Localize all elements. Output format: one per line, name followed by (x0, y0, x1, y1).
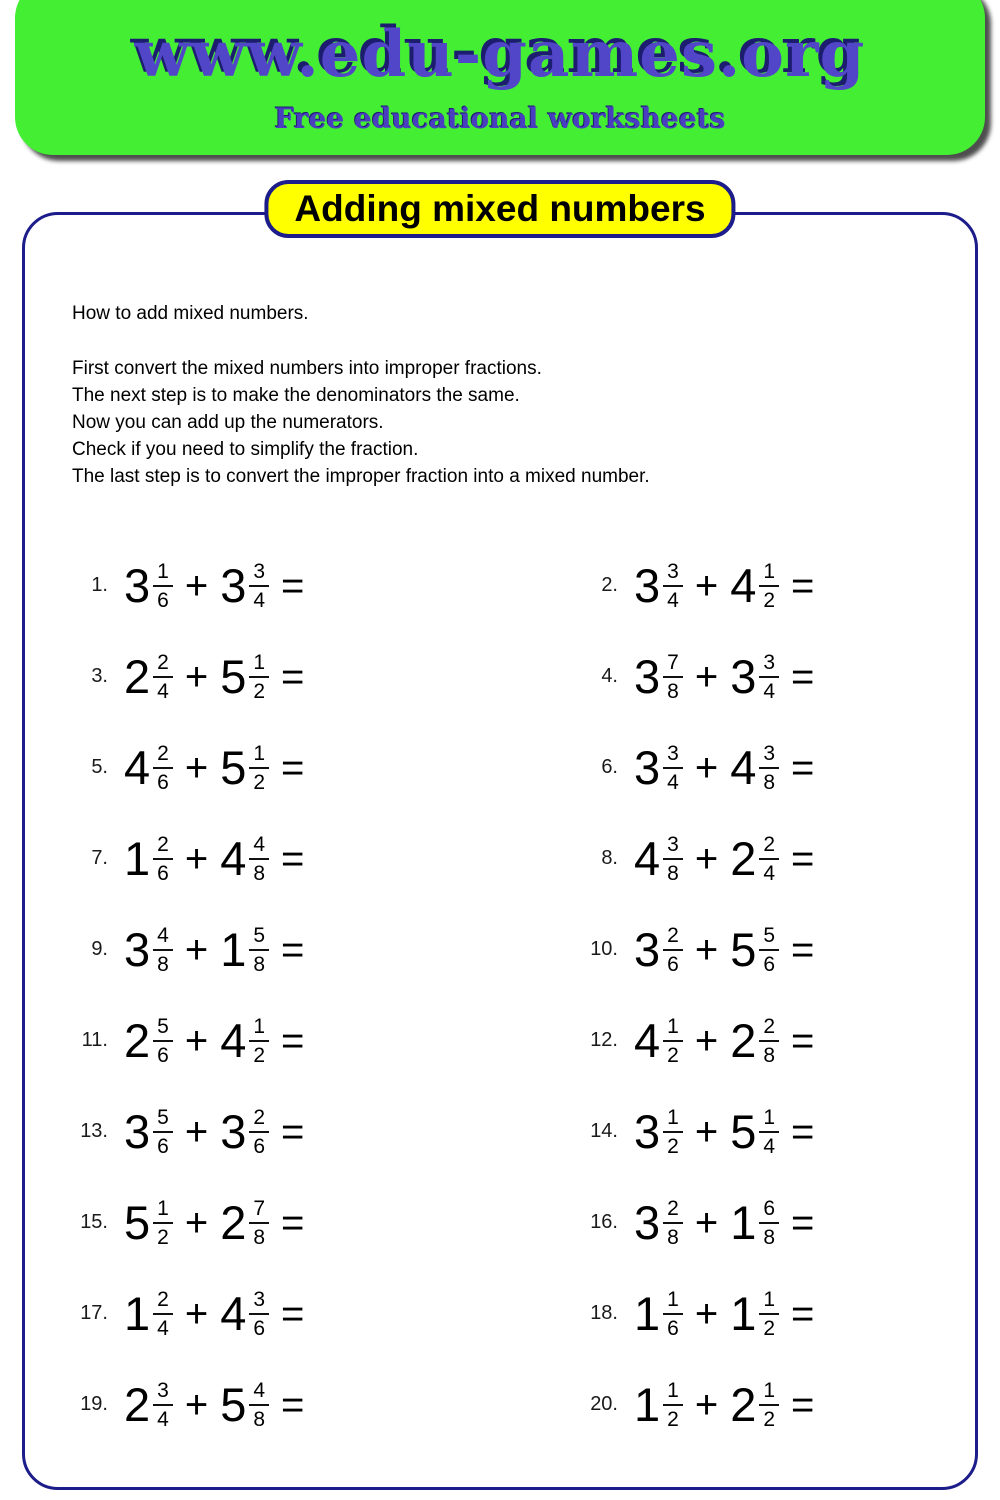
problem-number: 2. (601, 574, 618, 596)
problem-expression (634, 561, 814, 611)
whole-number: 3 (634, 650, 661, 703)
problem-expression (124, 652, 304, 702)
fraction-denominator: 2 (763, 1407, 776, 1431)
equals-sign: = (791, 836, 815, 881)
instruction-line: The last step is to convert the improper fraction into a mixed number. (72, 466, 650, 487)
fraction-denominator: 8 (763, 1225, 776, 1249)
problem-item (570, 1086, 960, 1177)
problem-expression (634, 925, 814, 975)
fraction (663, 561, 683, 611)
site-tagline: Free educational worksheets (274, 102, 726, 135)
fraction-numerator: 1 (759, 1107, 779, 1133)
problem-expression (124, 1289, 304, 1339)
whole-number: 2 (124, 1378, 151, 1431)
problem-expression (634, 1198, 814, 1248)
problem-item (60, 904, 570, 995)
fraction (153, 652, 173, 702)
worksheet-title: Adding mixed numbers (294, 188, 706, 229)
fraction (759, 743, 779, 793)
equals-sign: = (281, 1382, 305, 1427)
worksheet-title-box (264, 180, 735, 238)
problems-grid (60, 540, 960, 1450)
whole-number: 3 (730, 650, 757, 703)
whole-number: 3 (634, 923, 661, 976)
problem-expression (634, 834, 814, 884)
fraction-numerator: 2 (153, 652, 173, 678)
instruction-line: First convert the mixed numbers into improper fractions. (72, 358, 542, 379)
fraction-numerator: 1 (249, 1016, 269, 1042)
fraction-denominator: 6 (667, 952, 679, 976)
fraction-denominator: 8 (253, 1407, 266, 1431)
problem-expression (634, 1016, 814, 1066)
plus-operator: + (184, 1018, 209, 1063)
fraction (153, 925, 173, 975)
plus-operator: + (694, 1291, 719, 1336)
plus-operator: + (184, 563, 209, 608)
whole-number: 5 (124, 1196, 151, 1249)
plus-operator: + (184, 836, 209, 881)
fraction-numerator: 2 (759, 834, 779, 860)
fraction-denominator: 2 (253, 679, 266, 703)
problem-item (570, 631, 960, 722)
problem-item (60, 1177, 570, 1268)
fraction (249, 1107, 269, 1157)
fraction-numerator: 1 (663, 1380, 683, 1406)
problem-item (570, 722, 960, 813)
problem-expression (124, 743, 304, 793)
plus-operator: + (694, 927, 719, 972)
whole-number: 3 (220, 559, 247, 612)
fraction (759, 1380, 779, 1430)
fraction-numerator: 3 (759, 743, 779, 769)
plus-operator: + (694, 654, 719, 699)
problem-expression (124, 834, 304, 884)
whole-number: 2 (730, 1014, 757, 1067)
fraction (663, 1016, 683, 1066)
fraction (663, 1289, 683, 1339)
fraction (663, 652, 683, 702)
fraction (759, 925, 779, 975)
problem-item (60, 1268, 570, 1359)
fraction-numerator: 4 (249, 1380, 269, 1406)
problem-item (570, 1359, 960, 1450)
whole-number: 1 (634, 1287, 661, 1340)
whole-number: 4 (220, 1287, 247, 1340)
equals-sign: = (791, 745, 815, 790)
fraction-numerator: 3 (249, 561, 269, 587)
problem-item (570, 813, 960, 904)
fraction-denominator: 2 (667, 1407, 679, 1431)
problem-item (570, 540, 960, 631)
fraction (249, 1198, 269, 1248)
problem-number: 11. (81, 1029, 108, 1051)
equals-sign: = (791, 1018, 815, 1063)
fraction (663, 925, 683, 975)
fraction (759, 1198, 779, 1248)
whole-number: 4 (730, 559, 757, 612)
fraction-numerator: 3 (759, 652, 779, 678)
fraction (249, 1016, 269, 1066)
whole-number: 1 (124, 832, 151, 885)
plus-operator: + (184, 1291, 209, 1336)
fraction-denominator: 4 (763, 679, 776, 703)
fraction-denominator: 4 (157, 1407, 169, 1431)
fraction-denominator: 6 (253, 1134, 266, 1158)
problem-expression (634, 743, 814, 793)
equals-sign: = (791, 1109, 815, 1154)
fraction-denominator: 6 (157, 770, 169, 794)
fraction-denominator: 6 (157, 1134, 169, 1158)
whole-number: 3 (124, 559, 151, 612)
fraction-numerator: 3 (153, 1380, 173, 1406)
fraction-denominator: 8 (253, 1225, 266, 1249)
equals-sign: = (281, 1109, 305, 1154)
fraction-numerator: 1 (249, 743, 269, 769)
plus-operator: + (184, 654, 209, 699)
fraction-numerator: 3 (663, 561, 683, 587)
problem-number: 1. (91, 574, 108, 596)
problem-expression (124, 561, 304, 611)
whole-number: 3 (220, 1105, 247, 1158)
whole-number: 3 (634, 1105, 661, 1158)
equals-sign: = (281, 927, 305, 972)
fraction-denominator: 4 (763, 861, 776, 885)
fraction-numerator: 7 (249, 1198, 269, 1224)
problem-number: 17. (80, 1302, 108, 1324)
instruction-line: Check if you need to simplify the fraction. (72, 439, 419, 460)
equals-sign: = (791, 1200, 815, 1245)
problem-number: 18. (590, 1302, 618, 1324)
equals-sign: = (281, 563, 305, 608)
fraction-numerator: 5 (153, 1107, 173, 1133)
equals-sign: = (281, 1200, 305, 1245)
problem-expression (124, 925, 304, 975)
problem-item (570, 1177, 960, 1268)
whole-number: 3 (634, 1196, 661, 1249)
whole-number: 4 (634, 1014, 661, 1067)
fraction (759, 1289, 779, 1339)
fraction-denominator: 6 (157, 588, 169, 612)
fraction-numerator: 2 (663, 925, 683, 951)
fraction-denominator: 8 (763, 770, 776, 794)
problem-expression (124, 1380, 304, 1430)
problem-number: 7. (91, 847, 108, 869)
fraction-numerator: 2 (153, 1289, 173, 1315)
whole-number: 5 (220, 650, 247, 703)
fraction (759, 1107, 779, 1157)
equals-sign: = (281, 1291, 305, 1336)
fraction-denominator: 6 (253, 1316, 266, 1340)
fraction-denominator: 8 (763, 1043, 776, 1067)
fraction-denominator: 4 (253, 588, 266, 612)
fraction-denominator: 6 (763, 952, 776, 976)
fraction-denominator: 4 (157, 1316, 169, 1340)
equals-sign: = (791, 1382, 815, 1427)
plus-operator: + (184, 1382, 209, 1427)
equals-sign: = (281, 745, 305, 790)
fraction-denominator: 8 (253, 861, 266, 885)
whole-number: 2 (730, 832, 757, 885)
fraction-denominator: 8 (667, 1225, 679, 1249)
fraction (249, 743, 269, 793)
fraction (153, 561, 173, 611)
site-banner (15, 0, 985, 155)
fraction-denominator: 2 (253, 1043, 266, 1067)
whole-number: 2 (124, 1014, 151, 1067)
fraction-numerator: 2 (759, 1016, 779, 1042)
whole-number: 2 (124, 650, 151, 703)
fraction (153, 1107, 173, 1157)
fraction (759, 834, 779, 884)
problem-number: 5. (91, 756, 108, 778)
instruction-line: Now you can add up the numerators. (72, 412, 384, 433)
problem-number: 4. (601, 665, 618, 687)
problem-number: 15. (80, 1211, 108, 1233)
fraction (663, 743, 683, 793)
fraction-denominator: 8 (667, 679, 679, 703)
fraction-numerator: 1 (663, 1016, 683, 1042)
plus-operator: + (694, 1018, 719, 1063)
fraction (249, 834, 269, 884)
problem-item (570, 995, 960, 1086)
plus-operator: + (184, 745, 209, 790)
equals-sign: = (791, 654, 815, 699)
plus-operator: + (694, 1200, 719, 1245)
fraction-numerator: 5 (153, 1016, 173, 1042)
problem-item (60, 995, 570, 1086)
problem-expression (634, 652, 814, 702)
equals-sign: = (281, 1018, 305, 1063)
whole-number: 2 (730, 1378, 757, 1431)
fraction (153, 743, 173, 793)
fraction-numerator: 1 (759, 1380, 779, 1406)
whole-number: 4 (634, 832, 661, 885)
problem-item (60, 1086, 570, 1177)
fraction-denominator: 8 (667, 861, 679, 885)
fraction (759, 652, 779, 702)
problem-expression (124, 1107, 304, 1157)
fraction (759, 1016, 779, 1066)
plus-operator: + (694, 1382, 719, 1427)
fraction (663, 1380, 683, 1430)
problem-item (60, 631, 570, 722)
fraction-numerator: 2 (153, 743, 173, 769)
fraction (249, 561, 269, 611)
instructions-intro: How to add mixed numbers. (72, 303, 309, 324)
fraction-numerator: 1 (663, 1107, 683, 1133)
problem-number: 20. (590, 1393, 618, 1415)
fraction-numerator: 5 (249, 925, 269, 951)
fraction-numerator: 1 (153, 561, 173, 587)
fraction-denominator: 4 (667, 770, 679, 794)
instruction-steps (72, 355, 912, 490)
fraction-numerator: 1 (759, 1289, 779, 1315)
problem-item (60, 540, 570, 631)
fraction-numerator: 7 (663, 652, 683, 678)
problem-number: 14. (590, 1120, 618, 1142)
equals-sign: = (281, 654, 305, 699)
fraction-denominator: 2 (157, 1225, 169, 1249)
problem-expression (634, 1107, 814, 1157)
fraction-numerator: 1 (153, 1198, 173, 1224)
fraction-numerator: 2 (663, 1198, 683, 1224)
whole-number: 1 (634, 1378, 661, 1431)
fraction-denominator: 2 (763, 1316, 776, 1340)
whole-number: 1 (730, 1287, 757, 1340)
fraction-denominator: 4 (157, 679, 169, 703)
problem-item (60, 813, 570, 904)
fraction-numerator: 4 (249, 834, 269, 860)
whole-number: 3 (124, 1105, 151, 1158)
problem-expression (124, 1016, 304, 1066)
instructions-block (72, 300, 912, 490)
equals-sign: = (791, 563, 815, 608)
fraction (759, 561, 779, 611)
whole-number: 4 (730, 741, 757, 794)
fraction (663, 1107, 683, 1157)
problem-expression (634, 1380, 814, 1430)
fraction-denominator: 6 (157, 1043, 169, 1067)
plus-operator: + (184, 1200, 209, 1245)
whole-number: 4 (220, 1014, 247, 1067)
problem-number: 13. (80, 1120, 108, 1142)
whole-number: 5 (730, 1105, 757, 1158)
problem-item (570, 904, 960, 995)
problem-number: 3. (91, 665, 108, 687)
fraction-denominator: 4 (763, 1134, 776, 1158)
fraction-numerator: 1 (663, 1289, 683, 1315)
fraction-denominator: 6 (157, 861, 169, 885)
whole-number: 4 (220, 832, 247, 885)
equals-sign: = (791, 927, 815, 972)
problem-number: 10. (590, 938, 618, 960)
fraction (249, 925, 269, 975)
equals-sign: = (791, 1291, 815, 1336)
fraction (663, 1198, 683, 1248)
whole-number: 3 (634, 559, 661, 612)
plus-operator: + (184, 927, 209, 972)
fraction-denominator: 2 (667, 1043, 679, 1067)
plus-operator: + (184, 1109, 209, 1154)
whole-number: 3 (634, 741, 661, 794)
problem-expression (124, 1198, 304, 1248)
fraction (153, 1198, 173, 1248)
fraction-denominator: 2 (667, 1134, 679, 1158)
site-logo-text: www.edu-games.org (134, 17, 866, 92)
fraction-numerator: 2 (153, 834, 173, 860)
fraction-numerator: 4 (153, 925, 173, 951)
fraction (663, 834, 683, 884)
fraction-denominator: 8 (253, 952, 266, 976)
problem-number: 16. (590, 1211, 618, 1233)
whole-number: 4 (124, 741, 151, 794)
problem-number: 9. (91, 938, 108, 960)
fraction (153, 1380, 173, 1430)
fraction (153, 1016, 173, 1066)
problem-item (570, 1268, 960, 1359)
problem-number: 8. (601, 847, 618, 869)
problem-number: 19. (80, 1393, 108, 1415)
problem-item (60, 1359, 570, 1450)
fraction (249, 1380, 269, 1430)
whole-number: 5 (220, 741, 247, 794)
fraction-numerator: 6 (759, 1198, 779, 1224)
fraction-denominator: 2 (253, 770, 266, 794)
fraction-denominator: 2 (763, 588, 776, 612)
whole-number: 2 (220, 1196, 247, 1249)
plus-operator: + (694, 563, 719, 608)
plus-operator: + (694, 836, 719, 881)
whole-number: 1 (124, 1287, 151, 1340)
whole-number: 3 (124, 923, 151, 976)
fraction (249, 1289, 269, 1339)
problem-expression (634, 1289, 814, 1339)
fraction-numerator: 2 (249, 1107, 269, 1133)
fraction-numerator: 5 (759, 925, 779, 951)
problem-number: 6. (601, 756, 618, 778)
whole-number: 5 (220, 1378, 247, 1431)
equals-sign: = (281, 836, 305, 881)
fraction-numerator: 3 (663, 743, 683, 769)
fraction (153, 1289, 173, 1339)
whole-number: 1 (220, 923, 247, 976)
fraction-denominator: 4 (667, 588, 679, 612)
fraction-numerator: 1 (759, 561, 779, 587)
whole-number: 5 (730, 923, 757, 976)
fraction-numerator: 1 (249, 652, 269, 678)
fraction (249, 652, 269, 702)
fraction (153, 834, 173, 884)
plus-operator: + (694, 1109, 719, 1154)
instruction-line: The next step is to make the denominators the same. (72, 385, 520, 406)
plus-operator: + (694, 745, 719, 790)
problem-item (60, 722, 570, 813)
fraction-denominator: 8 (157, 952, 169, 976)
fraction-numerator: 3 (663, 834, 683, 860)
problem-number: 12. (590, 1029, 618, 1051)
fraction-numerator: 3 (249, 1289, 269, 1315)
fraction-denominator: 6 (667, 1316, 679, 1340)
whole-number: 1 (730, 1196, 757, 1249)
